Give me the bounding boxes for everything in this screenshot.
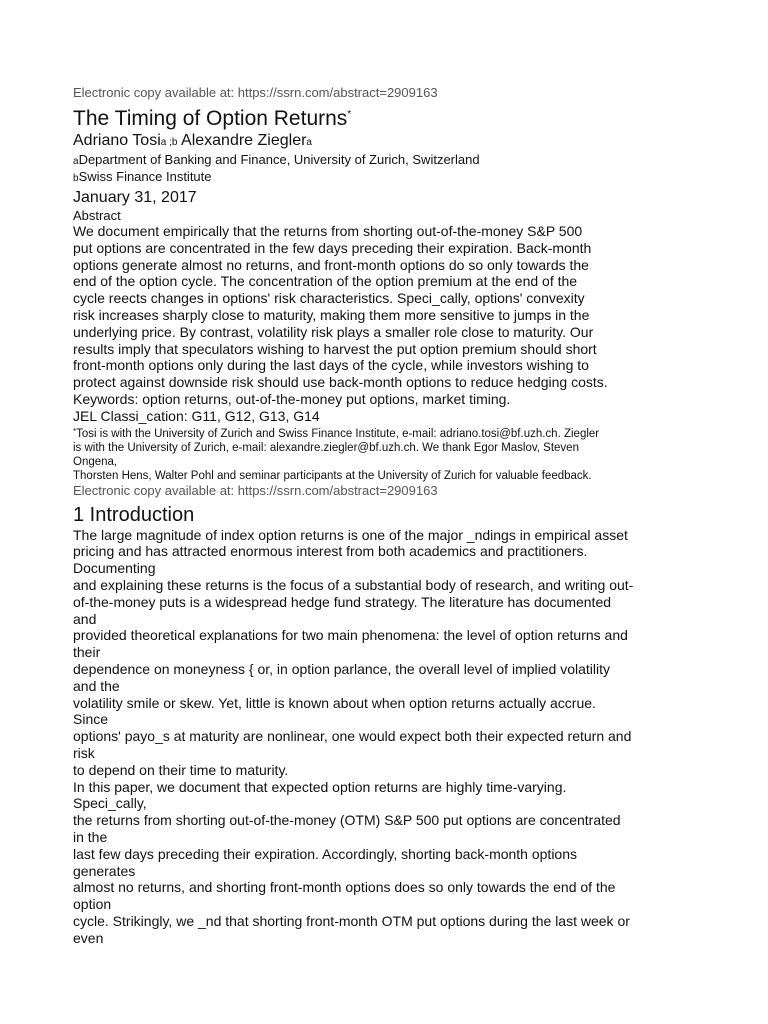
intro-line: Speci_cally,	[73, 795, 147, 812]
affiliation-a	[73, 152, 703, 169]
keywords: Keywords: option returns, out-of-the-money put options, market timing.	[73, 390, 511, 407]
author-tosi: Adriano Tosi	[73, 132, 161, 149]
paper-date: January 31, 2017	[73, 189, 197, 206]
affiliation-mark: b	[73, 173, 79, 184]
abstract-line: end of the option cycle. The concentration of the option premium at the end of the	[73, 273, 578, 290]
intro-line: in the	[73, 828, 108, 845]
intro-line: and explaining these returns is the focus of a substantial body of research, and writing out-	[73, 576, 634, 593]
intro-line: dependence on moneyness { or, in option parlance, the overall level of implied volatility	[73, 660, 610, 677]
author-line	[73, 131, 703, 152]
intro-line: the returns from shorting out-of-the-money (OTM) S&P 500 put options are concentrated	[73, 812, 621, 829]
abstract-line: We document empirically that the returns from shorting out-of-the-money S&P 500	[73, 223, 583, 239]
author-tosi-affil-marks: a ;b	[160, 137, 178, 148]
intro-line: generates	[73, 862, 136, 879]
author-ziegler-affil-marks: a	[306, 137, 312, 148]
abstract-line: front-month options only during the last days of the cycle, while investors wishing to	[73, 357, 589, 374]
intro-line: Documenting	[73, 560, 156, 577]
introduction-body	[73, 527, 703, 947]
abstract-line: underlying price. By contrast, volatility risk plays a smaller role close to maturity. Our	[73, 323, 594, 340]
section-heading-introduction: 1 Introduction	[73, 503, 195, 526]
footnote-line: Thorsten Hens, Walter Pohl and seminar participants at the University of Zurich for valuable feedback.	[73, 469, 592, 482]
ssrn-availability-footer[interactable]: Electronic copy available at: https://ssrn.com/abstract=2909163	[73, 482, 438, 498]
affiliation-b	[73, 169, 703, 186]
intro-line: The large magnitude of index option returns is one of the major _ndings in empirical asset	[73, 526, 628, 543]
abstract-line: cycle reects changes in options' risk characteristics. Speci_cally, options' convexity	[73, 290, 585, 307]
abstract-heading: Abstract	[73, 208, 121, 223]
title-footnote-mark: *	[347, 109, 352, 120]
intro-line: almost no returns, and shorting front-month options does so only towards the end of the	[73, 879, 616, 896]
intro-line: options' payo_s at maturity are nonlinear, one would expect both their expected return and	[73, 728, 632, 745]
intro-line: volatility smile or skew. Yet, little is known about when option returns actually accrue.	[73, 694, 596, 711]
intro-line: of-the-money puts is a widespread hedge fund strategy. The literature has documented	[73, 593, 612, 610]
intro-line: risk	[73, 744, 95, 761]
ssrn-availability-header[interactable]: Electronic copy available at: https://ssrn.com/abstract=2909163	[73, 85, 438, 100]
affiliation-text: Swiss Finance Institute	[78, 169, 212, 184]
abstract-line: results imply that speculators wishing to harvest the put option premium should short	[73, 340, 597, 357]
footnote-line: is with the University of Zurich, e-mail: alexandre.ziegler@bf.uzh.ch. We thank Egor Maslov, Steven	[73, 441, 579, 454]
abstract-line: options generate almost no returns, and front-month options do so only towards the	[73, 256, 589, 273]
intro-line: their	[73, 644, 101, 661]
affiliation-text: Department of Banking and Finance, University of Zurich, Switzerland	[78, 152, 480, 167]
author-ziegler: Alexandre Ziegler	[181, 132, 307, 149]
footnote-line: Ongena,	[73, 455, 118, 468]
intro-line: pricing and has attracted enormous interest from both academics and practitioners.	[73, 543, 588, 560]
intro-line: and the	[73, 677, 120, 694]
paper-title	[73, 103, 703, 131]
title-text: The Timing of Option Returns	[73, 107, 348, 130]
footnote-star: *	[73, 426, 77, 436]
intro-line: last few days preceding their expiration. Accordingly, shorting back-month options	[73, 845, 578, 862]
footnote-text: Tosi is with the University of Zurich and Swiss Finance Institute, e-mail: adriano.tosi@bf.uzh.ch. Ziegler	[76, 427, 600, 440]
intro-line: to depend on their time to maturity.	[73, 761, 289, 778]
intro-line: option	[73, 896, 112, 913]
abstract-line: protect against downside risk should use back-month options to reduce hedging costs.	[73, 374, 608, 391]
paper-page	[73, 85, 703, 946]
intro-line: Since	[73, 711, 109, 728]
intro-line: and	[73, 610, 97, 627]
footnote-line	[73, 425, 703, 441]
author-footnote	[73, 425, 703, 483]
jel-classification: JEL Classi_cation: G11, G12, G13, G14	[73, 407, 320, 424]
intro-line: cycle. Strikingly, we _nd that shorting front-month OTM put options during the last week or	[73, 912, 630, 929]
abstract-line: risk increases sharply close to maturity, making them more sensitive to jumps in the	[73, 306, 590, 323]
intro-line: In this paper, we document that expected option returns are highly time-varying.	[73, 778, 567, 795]
abstract-body	[73, 223, 703, 391]
intro-line: even	[73, 929, 104, 946]
abstract-line: put options are concentrated in the few days preceding their expiration. Back-month	[73, 239, 592, 256]
intro-line: provided theoretical explanations for two main phenomena: the level of option returns and	[73, 627, 628, 644]
affiliation-mark: a	[73, 156, 79, 167]
